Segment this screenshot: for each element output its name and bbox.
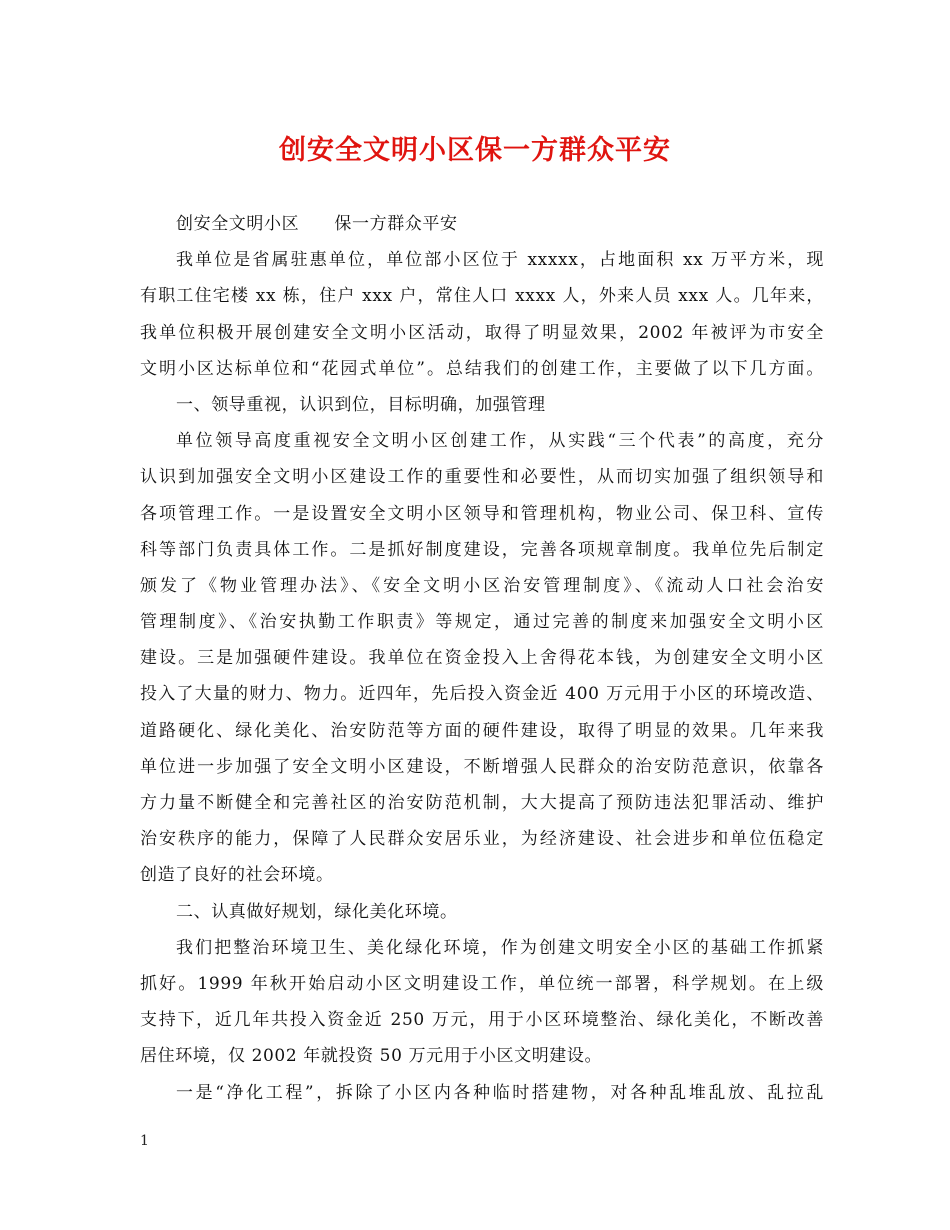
paragraph-line: 一是“净化工程”，拆除了小区内各种临时搭建物，对各种乱堆乱放、乱拉乱 — [176, 1082, 824, 1103]
paragraph-line: 科等部门负责具体工作。二是抓好制度建设，完善各项规章制度。我单位先后制定 — [140, 539, 824, 560]
paragraph-line: 道路硬化、绿化美化、治安防范等方面的硬件建设，取得了明显的效果。几年来我 — [140, 720, 824, 741]
paragraph-line: 投入了大量的财力、物力。近四年，先后投入资金近 400 万元用于小区的环境改造、 — [140, 684, 824, 705]
paragraph-line: 创造了良好的社会环境。 — [140, 865, 334, 886]
document-title: 创安全文明小区保一方群众平安 — [279, 135, 671, 166]
paragraph-line: 支持下，近几年共投入资金近 250 万元，用于小区环境整治、绿化美化，不断改善 — [140, 1010, 824, 1031]
paragraph-line: 我单位是省属驻惠单位，单位部小区位于 xxxxx，占地面积 xx 万平方米，现 — [176, 250, 824, 271]
paragraph-line: 我们把整治环境卫生、美化绿化环境，作为创建文明安全小区的基础工作抓紧 — [176, 937, 824, 958]
paragraph-line: 居住环境，仅 2002 年就投资 50 万元用于小区文明建设。 — [140, 1046, 603, 1067]
paragraph-line: 抓好。1999 年秋开始启动小区文明建设工作，单位统一部署，科学规划。在上级 — [140, 973, 824, 994]
paragraph-line: 治安秩序的能力，保障了人民群众安居乐业，为经济建设、社会进步和单位伍稳定 — [140, 829, 824, 850]
paragraph-line: 管理制度》、《治安执勤工作职责》等规定，通过完善的制度来加强安全文明小区 — [140, 612, 824, 633]
section-heading: 二、认真做好规划，绿化美化环境。 — [176, 901, 458, 922]
paragraph-line: 我单位积极开展创建安全文明小区活动，取得了明显效果，2002 年被评为市安全 — [140, 322, 824, 343]
paragraph-line: 认识到加强安全文明小区建设工作的重要性和必要性，从而切实加强了组织领导和 — [140, 467, 824, 488]
paragraph-line: 颁发了《物业管理办法》、《安全文明小区治安管理制度》、《流动人口社会治安 — [140, 575, 824, 596]
subtitle-line: 创安全文明小区 保一方群众平安 — [176, 214, 458, 234]
paragraph-line: 单位进一步加强了安全文明小区建设，不断增强人民群众的治安防范意识，依靠各 — [140, 756, 824, 777]
document-body — [140, 206, 824, 1111]
paragraph-line: 有职工住宅楼 xx 栋，住户 xxx 户，常住人口 xxxx 人，外来人员 xxx 人。几年来， — [140, 286, 824, 307]
paragraph-line: 各项管理工作。一是设置安全文明小区领导和管理机构，物业公司、保卫科、宣传 — [140, 503, 824, 524]
paragraph-line: 建设。三是加强硬件建设。我单位在资金投入上舍得花本钱，为创建安全文明小区 — [140, 648, 824, 669]
section-heading: 一、领导重视，认识到位，目标明确，加强管理 — [176, 394, 546, 415]
paragraph-line: 文明小区达标单位和“花园式单位”。总结我们的创建工作，主要做了以下几方面。 — [140, 358, 824, 379]
paragraph-line: 方力量不断健全和完善社区的治安防范机制，大大提高了预防违法犯罪活动、维护 — [140, 793, 824, 813]
paragraph-line: 单位领导高度重视安全文明小区创建工作，从实践“三个代表”的高度，充分 — [176, 431, 824, 452]
page-number: 1 — [140, 1133, 149, 1149]
